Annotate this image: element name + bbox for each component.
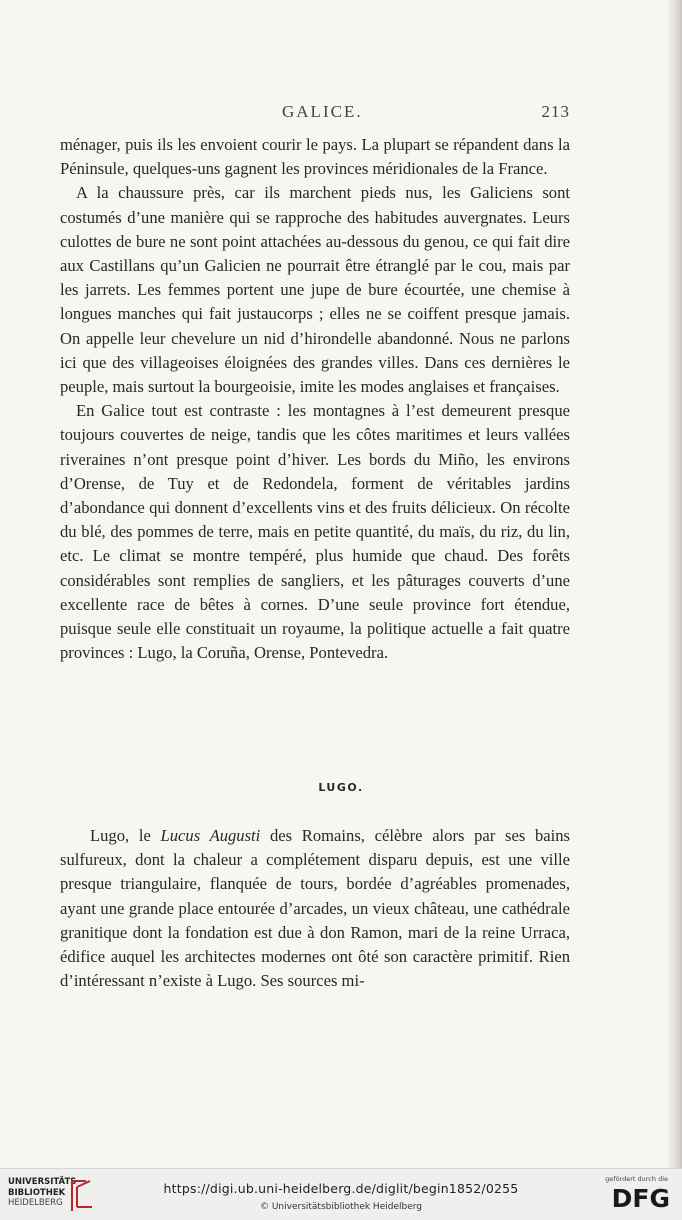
section-body bbox=[60, 824, 570, 993]
intro-after: des Romains, célèbre alors par ses bains sulfureux, dont la chaleur a complétement disparu depuis, est une ville presque triangulaire, flanquée de tours, bordée d’agréables promenades, ayant une grande place entourée d’arcades, un vieux château, une cathédrale granitique dont la fondation est due à don Ramon, mari de la reine Urraca, édifice auquel les architectes modernes ont ôté son caractère primitif. Rien d’intéressant n’existe à Lugo. Ses sources mi- bbox=[60, 826, 571, 991]
paragraph bbox=[60, 824, 570, 993]
body-text bbox=[60, 133, 570, 665]
page-header bbox=[60, 102, 570, 126]
intro-before: Lugo, le bbox=[90, 826, 161, 845]
copyright: © Universitätsbibliothek Heidelberg bbox=[259, 1202, 422, 1212]
funder-label: gefördert durch die bbox=[605, 1175, 668, 1183]
viewer-footer bbox=[0, 1168, 682, 1220]
library-line: BIBLIOTHEK bbox=[8, 1187, 66, 1198]
paragraph: ménager, puis ils les envoient courir le pays. La plupart se répandent dans la Péninsule, quelques-uns gagnent les provinces méridionales de la France. bbox=[60, 135, 570, 179]
library-line: HEIDELBERG bbox=[8, 1198, 63, 1208]
running-title: GALICE. bbox=[282, 102, 363, 121]
permalink-url[interactable]: https://digi.ub.uni-heidelberg.de/diglit/begin1852/0255 bbox=[163, 1181, 519, 1196]
paragraph: A la chaussure près, car ils marchent pieds nus, les Galiciens sont costumés d’une manière qui se rapproche des habitudes auvergnates. Leurs culottes de bure ne sont point attachées au-dessous du genou, ce qui fait dire aux Castillans qu’un Galicien ne pourrait être étranglé par le cou, mais par les jarrets. Les femmes portent une jupe de bure écourtée, une chemise à longues manches qui fait justaucorps ; elles ne se coiffent presque jamais. On appelle leur chevelure un nid d’hirondelle abandonné. Nous ne parlons ici que des villageoises éloignées des grandes villes. Dans ces dernières le peuple, mais surtout la bourgeoisie, imite les modes anglaises et françaises. bbox=[60, 183, 570, 397]
page-number: 213 bbox=[541, 102, 570, 121]
dfg-logo: DFG bbox=[611, 1184, 670, 1213]
library-line: UNIVERSITÄTS- bbox=[8, 1177, 80, 1187]
section-title: LUGO. bbox=[318, 781, 364, 794]
page-edge bbox=[668, 0, 682, 1168]
paragraph: En Galice tout est contraste : les montagnes à l’est demeurent presque toujours couvertes de neige, tandis que les côtes maritimes et leurs vallées riveraines n’ont presque point d’hiver. Les bords du Miño, les environs d’Orense, de Tuy et de Redondela, forment de véritables jardins d’abondance qui donnent d’excellents vins et des fruits délicieux. On récolte du blé, des pommes de terre, mais en petite quantité, du maïs, du riz, du lin, etc. Le climat se montre tempéré, plus humide que chaud. Des forêts considérables sont remplies de sangliers, et les pâturages couverts d’une excellente race de bêtes à cornes. D’une seule province fort étendue, puisque seule elle constituait un royaume, la politique actuelle a fait quatre provinces : Lugo, la Coruña, Orense, Pontevedra. bbox=[60, 401, 570, 663]
latin-name: Lucus Augusti bbox=[160, 826, 261, 845]
